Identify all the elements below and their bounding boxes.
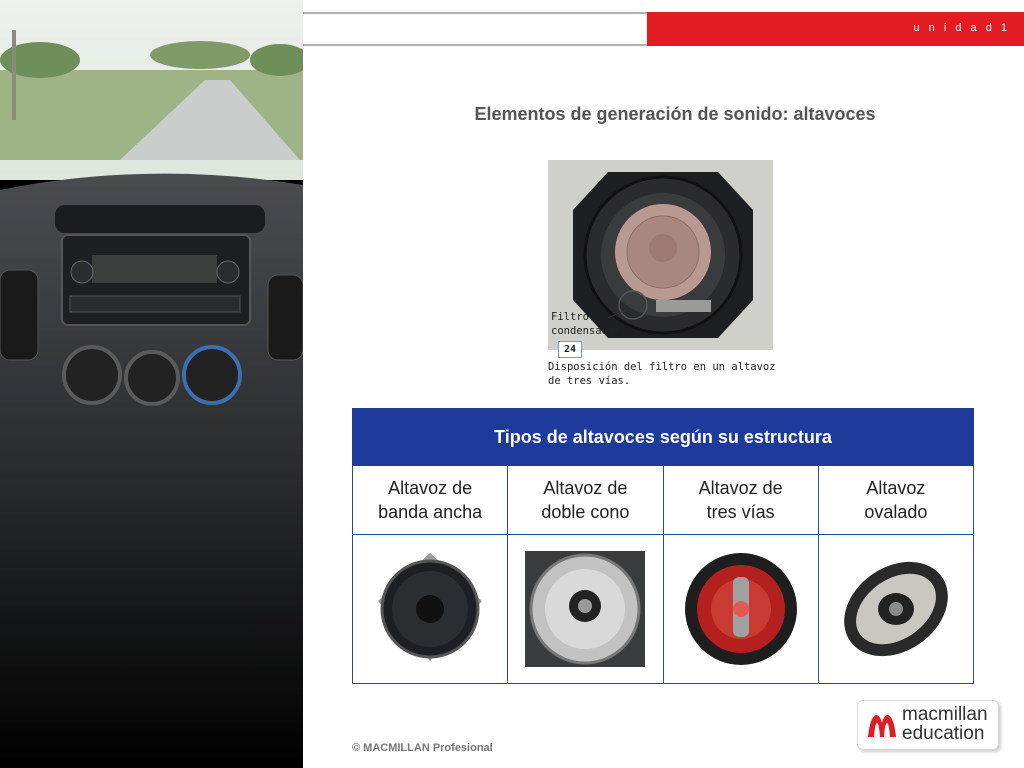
oval-speaker-image [818, 535, 973, 684]
slide-title: Elementos de generación de sonido: altavoces [474, 104, 876, 124]
type-cell-oval: Altavoz ovalado [818, 466, 973, 535]
header-line-top [303, 12, 648, 14]
unit-label: u n i d a d 1 [913, 22, 1010, 34]
header-line-bottom [303, 44, 648, 46]
wide-band-speaker-image [353, 535, 508, 684]
double-cone-speaker-image [508, 535, 663, 684]
figure-caption: Disposición del filtro en un altavoz de tres vías. [548, 361, 776, 387]
header-band [647, 12, 1024, 46]
figure-number: 24 [558, 341, 582, 358]
speaker-types-table [352, 408, 974, 684]
type-cell-wide-band: Altavoz de banda ancha [353, 466, 508, 535]
three-way-speaker-image [663, 535, 818, 684]
logo-line1: macmillan [902, 704, 988, 725]
dashboard-photo [0, 0, 303, 768]
table-header: Tipos de altavoces según su estructura [353, 409, 974, 466]
macmillan-logo [857, 700, 999, 750]
speaker-figure [546, 160, 774, 392]
filter-label: Filtro condensador [551, 311, 621, 337]
type-cell-double-cone: Altavoz de doble cono [508, 466, 663, 535]
type-cell-three-way: Altavoz de tres vías [663, 466, 818, 535]
logo-line2: education [902, 723, 985, 744]
macmillan-logo-icon [866, 711, 898, 739]
copyright: © MACMILLAN Profesional [352, 742, 493, 754]
